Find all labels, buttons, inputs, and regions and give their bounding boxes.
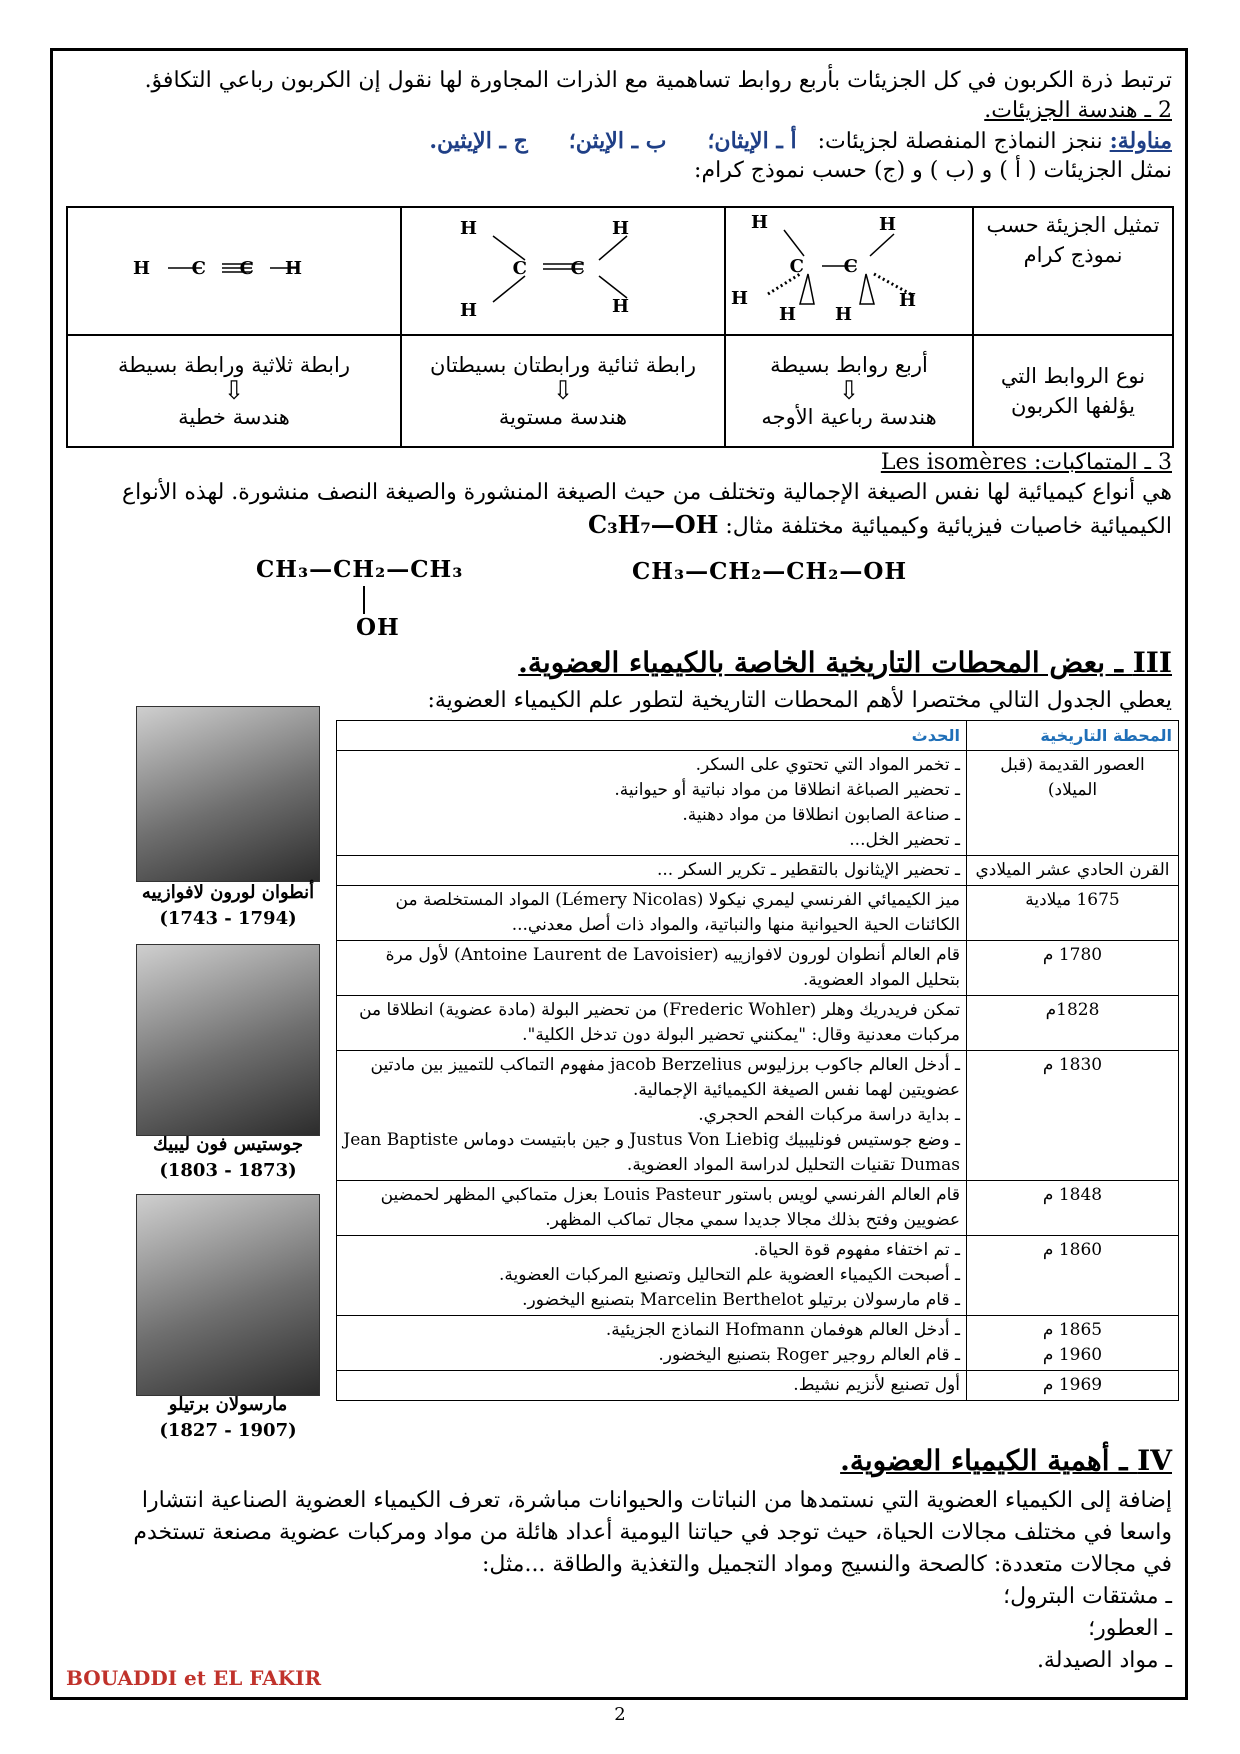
history-row: [337, 886, 1179, 941]
isomers-text-1: هي أنواع كيميائية لها نفس الصيغة الإجمالية وتختلف من حيث الصيغة المنشورة والصيغة النصف منشورة. لهذه الأنواع: [121, 480, 1172, 505]
isomer-branch-bond: [363, 586, 365, 614]
ethene-cram-diagram: [443, 208, 683, 326]
ethane-h4: H: [778, 304, 796, 325]
history-row: [337, 996, 1179, 1051]
manip-b: ب ـ الإيثن؛: [568, 128, 667, 154]
history-row: [337, 941, 1179, 996]
ethane-bonds: أربع روابط بسيطة: [770, 353, 928, 377]
intro-paragraph: ترتبط ذرة الكربون في كل الجزيئات بأربع روابط تساهمية مع الذرات المجاورة لها نقول إن الكربون رباعي التكافؤ.: [144, 68, 1172, 93]
history-row: [337, 1316, 1179, 1371]
history-intro: يعطي الجدول التالي مختصرا لأهم المحطات التاريخية لتطور علم الكيمياء العضوية:: [427, 688, 1172, 713]
history-event: أول تصنيع لأنزيم نشيط.: [337, 1371, 967, 1401]
portrait-lavoisier: [136, 706, 320, 882]
history-row: [337, 1236, 1179, 1316]
col-date-header: المحطة التاريخية: [967, 721, 1179, 751]
ethyne-c2: C: [239, 258, 254, 279]
ethene-c2: C: [570, 258, 585, 279]
ethene-bonds: رابطة ثنائية ورابطتان بسيطتان: [430, 353, 696, 377]
section-III-title: III ـ بعض المحطات التاريخية الخاصة بالكيمياء العضوية.: [518, 646, 1172, 679]
ethane-h2: H: [878, 214, 896, 235]
ethyne-cram-cell: [67, 207, 401, 335]
isomer-propan-2-ol-chain: CH₃—CH₂—CH₃: [256, 556, 464, 583]
history-event: ميز الكيميائي الفرنسي ليمري نيكولا (Lémery Nicolas) المواد المستخلصة من الكائنات الحية الحيوانية منها والنباتية، والمواد ذات أصل معدني...: [337, 886, 967, 941]
history-event: قام العالم الفرنسي لويس باستور Louis Pasteur بعزل متماكبي المظهر لحمضين عضويين وفتح بذلك مجالا جديدا سمي مجال تماكب المظهر.: [337, 1181, 967, 1236]
ethene-cram-cell: [401, 207, 725, 335]
manipulation-line: [68, 126, 1172, 157]
ethane-h1: H: [750, 212, 768, 233]
history-event: ـ أدخل العالم جاكوب برزليوس jacob Berzelius مفهوم التماكب للتمييز بين مادتين عضويتين لهما نفس الصيغة الكيميائية الإجمالية. ـ بداية دراسة مركبات الفحم الحجري. ـ وضع جوستيس فونليبيك Justus Von Liebig و جين بابتيست دوماس Jean Baptiste Dumas تقنيات التحليل لدراسة المواد العضوية.: [337, 1051, 967, 1181]
history-date: 1860 م: [967, 1236, 1179, 1316]
history-event: تمكن فريدريك وهلر (Frederic Wohler) من تحضير البولة (مادة عضوية) انطلاقا من مركبات معدنية وقال: "يمكنني تحضير البولة دون تدخل الكلية".: [337, 996, 967, 1051]
ethane-h3: H: [730, 288, 748, 309]
caption-name: مارسولان برتيلو: [168, 1394, 288, 1415]
ethane-c2: C: [843, 256, 858, 277]
history-row: [337, 1051, 1179, 1181]
history-row: [337, 751, 1179, 856]
isomers-text-2: الكيميائية خاصيات فيزيائية وكيميائية مختلفة مثال:: [725, 514, 1172, 539]
author-footer: BOUADDI et EL FAKIR: [66, 1666, 322, 1690]
history-event: قام العالم أنطوان لورون لافوازييه (Antoine Laurent de Lavoisier) لأول مرة بتحليل المواد العضوية.: [337, 941, 967, 996]
ethane-h5: H: [834, 304, 852, 325]
ethene-geometry: هندسة مستوية: [498, 405, 628, 429]
page-number: 2: [614, 1704, 626, 1725]
history-date: 1675 ميلادية: [967, 886, 1179, 941]
ethane-cram-cell: [725, 207, 973, 335]
history-event: ـ أدخل العالم هوفمان Hofmann النماذج الجزيئية. ـ قام العالم روجير Roger بتصنيع اليخضور.: [337, 1316, 967, 1371]
history-event: ـ تخمر المواد التي تحتوي على السكر. ـ تحضير الصباغة انطلاقا من مواد نباتية أو حيوانية. ـ صناعة الصابون انطلاقا من مواد دهنية. ـ تحضير الخل...: [337, 751, 967, 856]
manip-c: ج ـ الإيثين.: [429, 128, 528, 154]
ethene-h3: H: [459, 300, 477, 321]
history-date: 1780 م: [967, 941, 1179, 996]
molecule-geometry-table: [66, 206, 1174, 448]
importance-item: ـ مواد الصيدلة.: [1036, 1648, 1172, 1673]
portrait-liebig: [136, 944, 320, 1136]
section-3-title: 3 ـ المتماكبات: Les isomères: [880, 450, 1172, 475]
caption-years: (1873 - 1803): [159, 1160, 297, 1181]
caption-years: (1794 - 1743): [159, 908, 297, 929]
row2-label: نوع الروابط التي يؤلفها الكربون: [973, 335, 1173, 447]
importance-item: ـ مشتقات البترول؛: [1003, 1584, 1172, 1609]
manip-text: ننجز النماذج المنفصلة لجزيئات:: [810, 129, 1110, 154]
history-date: 1969 م: [967, 1371, 1179, 1401]
section-2-title: 2 ـ هندسة الجزيئات.: [984, 98, 1172, 123]
ethyne-h1: H: [132, 258, 150, 279]
ethene-h1: H: [459, 218, 477, 239]
caption-name: جوستيس فون ليبيك: [153, 1134, 303, 1155]
ethyne-geometry: هندسة خطية: [178, 405, 290, 429]
isomer-oh-group: OH: [356, 614, 400, 641]
ethyne-bonds: رابطة ثلاثية ورابطة بسيطة: [118, 353, 350, 377]
caption-name: أنطوان لورون لافوازييه: [141, 882, 315, 903]
history-date: 1848 م: [967, 1181, 1179, 1236]
history-date: 1828م: [967, 996, 1179, 1051]
ethane-c1: C: [789, 256, 804, 277]
ethene-h2: H: [611, 218, 629, 239]
ethyne-bonds-cell: [67, 335, 401, 447]
history-row: [337, 1181, 1179, 1236]
row1-label: تمثيل الجزيئة حسب نموذج كرام: [973, 207, 1173, 335]
history-date: القرن الحادي عشر الميلادي: [967, 856, 1179, 886]
manip-label: مناولة:: [1109, 128, 1172, 154]
caption-lavoisier: [126, 880, 330, 932]
importance-p1: إضافة إلى الكيمياء العضوية التي نستمدها من النباتات والحيوانات مباشرة، تعرف الكيمياء العضوية الصناعية انتشارا: [141, 1488, 1172, 1513]
manip-a: أ ـ الإيثان؛: [707, 128, 797, 154]
down-arrow-icon: ⇩: [223, 376, 245, 406]
history-date: العصور القديمة (قبل الميلاد): [967, 751, 1179, 856]
ethyne-h2: H: [284, 258, 302, 279]
history-row: [337, 856, 1179, 886]
caption-liebig: [126, 1132, 330, 1184]
ethene-h4: H: [611, 296, 629, 317]
isomer-propan-1-ol: CH₃—CH₂—CH₂—OH: [632, 558, 908, 585]
ethyne-cram-diagram: [104, 208, 364, 326]
history-table: [336, 720, 1179, 1401]
ethene-bonds-cell: [401, 335, 725, 447]
caption-years: (1907 - 1827): [159, 1420, 297, 1441]
ethane-bonds-cell: [725, 335, 973, 447]
col-event-header: الحدث: [337, 721, 967, 751]
caption-berthelot: [126, 1392, 330, 1444]
ethyne-c1: C: [191, 258, 206, 279]
ethane-geometry: هندسة رباعية الأوجه: [761, 405, 937, 429]
section-IV-title: IV ـ أهمية الكيمياء العضوية.: [840, 1444, 1172, 1477]
history-event: ـ تحضير الإيثانول بالتقطير ـ تكرير السكر ...: [337, 856, 967, 886]
represent-line: نمثل الجزيئات ( أ ) و (ب ) و (ج) حسب نموذج كرام:: [694, 158, 1172, 183]
history-date: 1865 م 1960 م: [967, 1316, 1179, 1371]
history-date: 1830 م: [967, 1051, 1179, 1181]
history-event: ـ تم اختفاء مفهوم قوة الحياة. ـ أصبحت الكيمياء العضوية علم التحاليل وتصنيع المركبات العضوية. ـ قام مارسولان برتيلو Marcelin Berthelot بتصنيع اليخضور.: [337, 1236, 967, 1316]
ethane-cram-diagram: [728, 208, 968, 326]
importance-p3: في مجالات متعددة: كالصحة والنسيج ومواد التجميل والتغذية والطاقة ...مثل:: [481, 1552, 1172, 1577]
portrait-berthelot: [136, 1194, 320, 1396]
history-row: [337, 1371, 1179, 1401]
importance-item: ـ العطور؛: [1088, 1616, 1172, 1641]
isomers-text-2-line: [68, 510, 1172, 542]
down-arrow-icon: ⇩: [552, 376, 574, 406]
importance-p2: واسعا في مختلف مجالات الحياة، حيث توجد في حياتنا اليومية أعداد هائلة من مواد ومركبات عضوية مصنعة تستخدم: [133, 1520, 1172, 1545]
down-arrow-icon: ⇩: [838, 376, 860, 406]
isomer-example-formula: C₃H₇—OH: [588, 510, 719, 539]
ethene-c1: C: [512, 258, 527, 279]
ethane-h6: H: [898, 290, 916, 311]
